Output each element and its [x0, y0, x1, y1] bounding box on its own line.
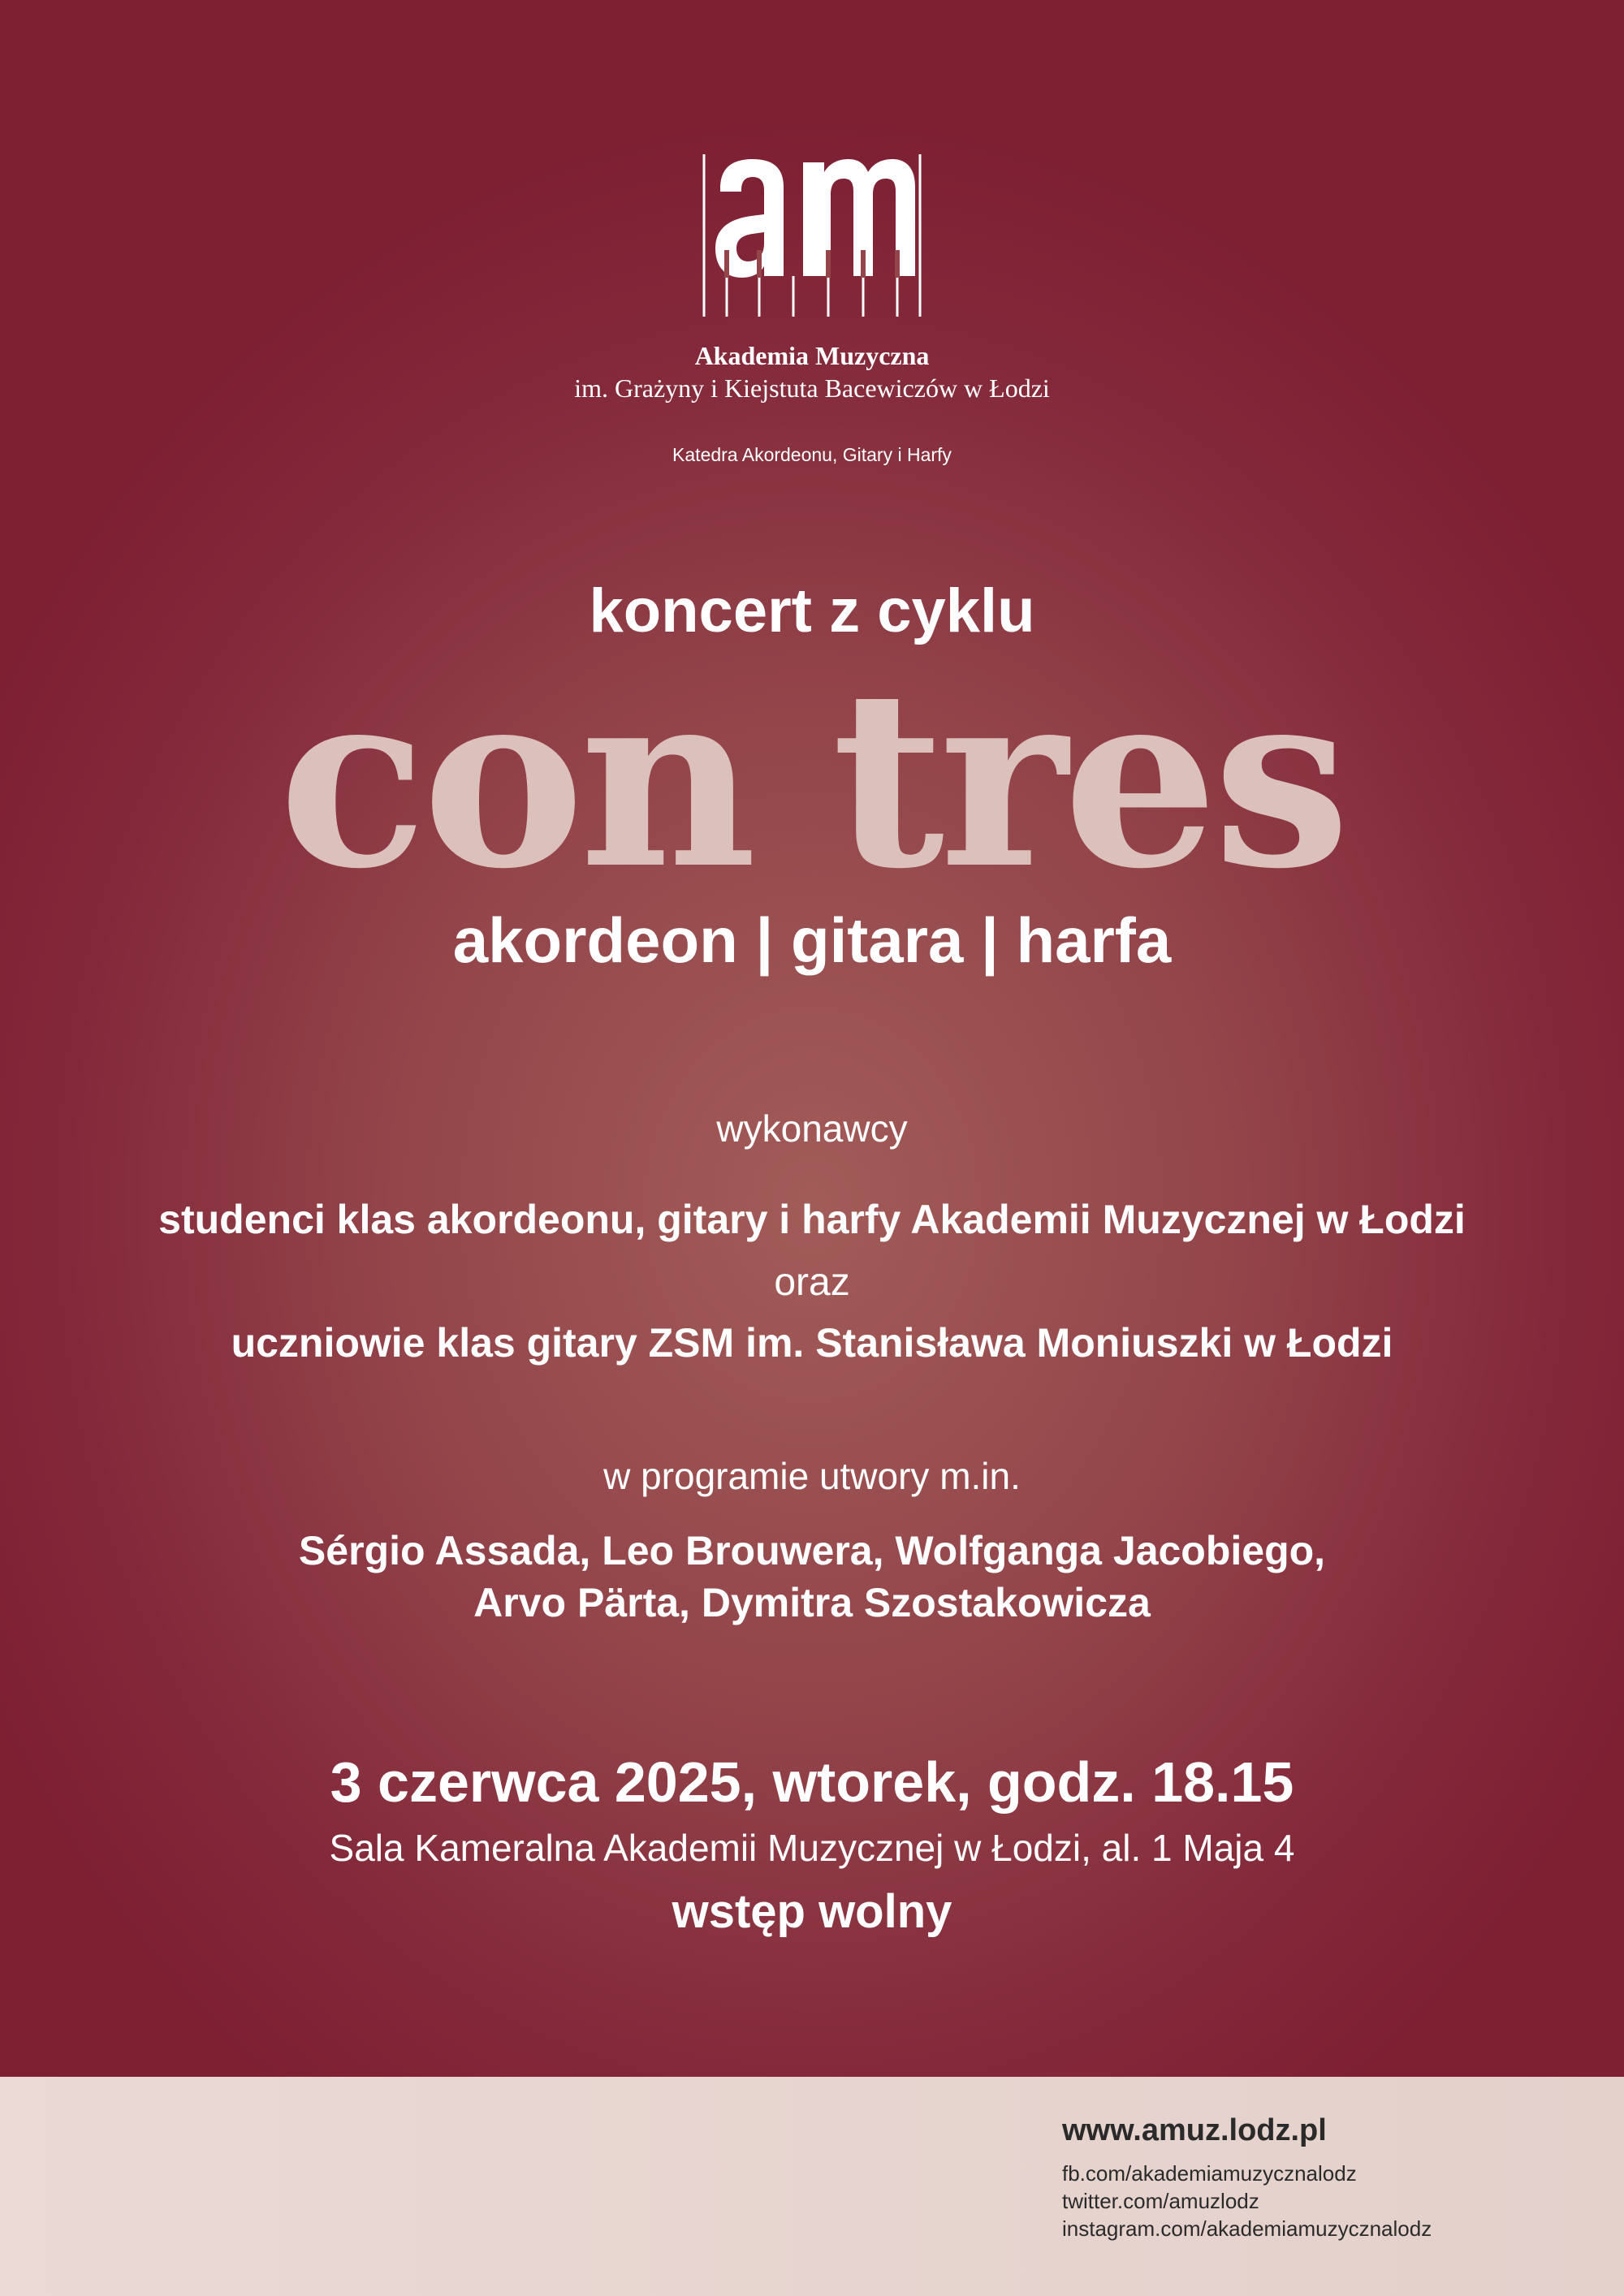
performers-line-1: studenci klas akordeonu, gitary i harfy Akademii Muzycznej w Łodzi [158, 1197, 1466, 1242]
department-name: Katedra Akordeonu, Gitary i Harfy [672, 444, 952, 465]
composers-line-2: Arvo Pärta, Dymitra Szostakowicza [473, 1580, 1151, 1625]
performers-line-2: uczniowie klas gitary ZSM im. Stanisława Moniuszki w Łodzi [231, 1320, 1393, 1366]
institution-name: Akademia Muzyczna [694, 341, 930, 370]
institution-subtitle: im. Grażyny i Kiejstuta Bacewiczów w Łodzi [574, 373, 1050, 403]
admission-info: wstęp wolny [672, 1885, 952, 1938]
twitter-link[interactable]: twitter.com/amuzlodz [1062, 2189, 1259, 2213]
event-date-time: 3 czerwca 2025, wtorek, godz. 18.15 [330, 1750, 1294, 1814]
footer-band [0, 2077, 1624, 2296]
series-intro: koncert z cyklu [589, 576, 1035, 645]
instagram-link[interactable]: instagram.com/akademiamuzycznalodz [1062, 2216, 1432, 2241]
facebook-link[interactable]: fb.com/akademiamuzycznalodz [1062, 2161, 1357, 2186]
composers-line-1: Sérgio Assada, Leo Brouwera, Wolfganga Jacobiego, [298, 1528, 1326, 1573]
performers-label: wykonawcy [716, 1107, 908, 1150]
program-label: w programie utwory m.in. [603, 1455, 1021, 1497]
series-title: con tres [279, 636, 1345, 922]
performers-conjunction: oraz [774, 1261, 850, 1304]
event-venue: Sala Kameralna Akademii Muzycznej w Łodzi, al. 1 Maja 4 [329, 1827, 1295, 1869]
instruments-line: akordeon | gitara | harfa [452, 904, 1172, 976]
website-link[interactable]: www.amuz.lodz.pl [1062, 2113, 1327, 2147]
piano-keys-am-logo-icon [702, 154, 922, 317]
